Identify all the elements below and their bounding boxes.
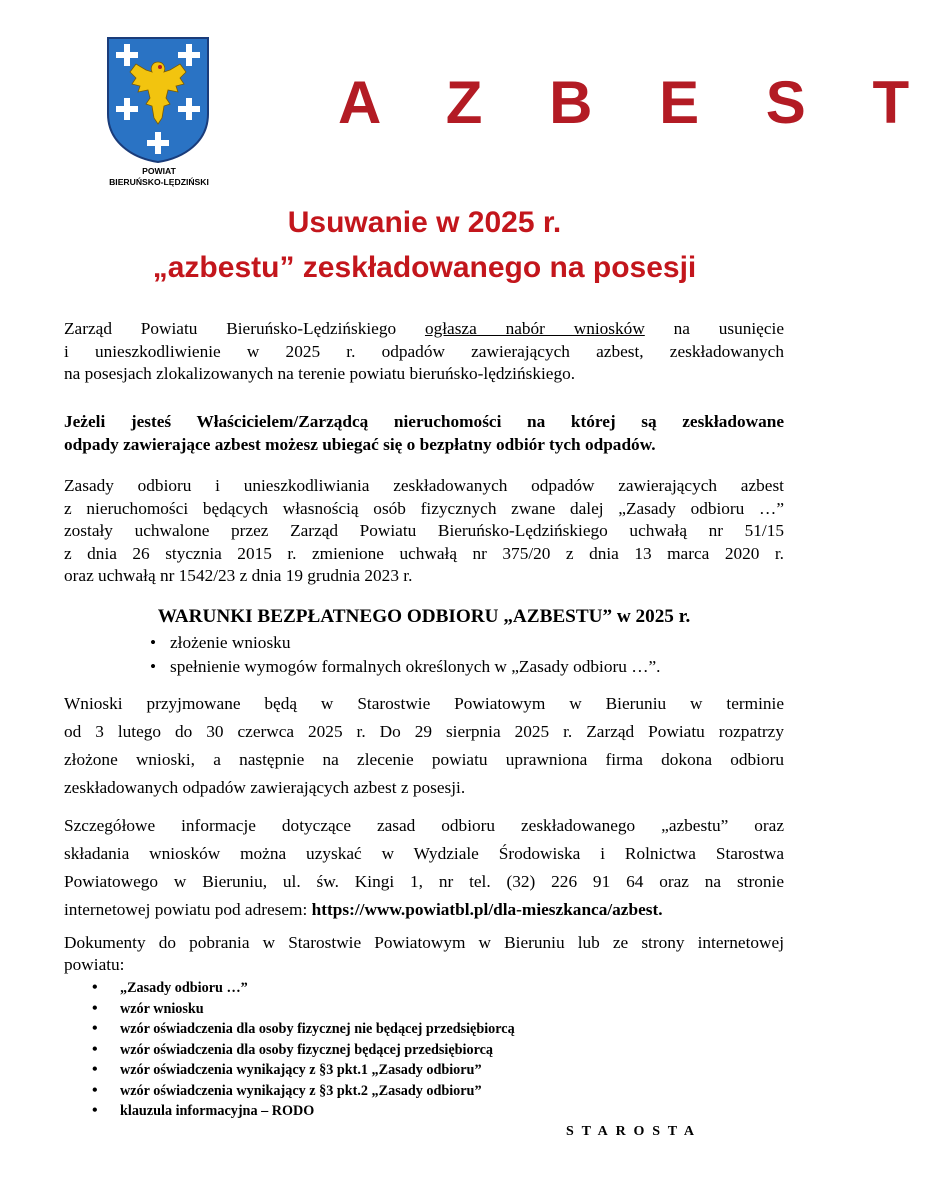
logo-caption-line2: BIERUŃSKO-LĘDZIŃSKI xyxy=(109,177,209,187)
details-paragraph xyxy=(64,812,784,924)
list-item: • wzór oświadczenia dla osoby fizycznej nie będącej przedsiębiorcą xyxy=(92,1019,515,1040)
conditions-list xyxy=(150,631,660,679)
details-line4: internetowej powiatu pod adresem: https://www.powiatbl.pl/dla-mieszkanca/azbest. xyxy=(64,900,663,919)
notice-line2: odpady zawierające azbest możesz ubiegać się o bezpłatny odbiór tych odpadów. xyxy=(64,434,656,454)
notice-line1: Jeżeli jesteś Właścicielem/Zarządcą nieruchomości na której są zeskładowane xyxy=(64,412,784,431)
list-item: • wzór oświadczenia dla osoby fizycznej będącej przedsiębiorcą xyxy=(92,1040,515,1061)
rules-line5: oraz uchwałą nr 1542/23 z dnia 19 grudnia 2023 r. xyxy=(64,566,413,585)
details-line1: Szczegółowe informacje dotyczące zasad odbioru zeskładowanego „azbestu” oraz xyxy=(64,816,784,835)
list-item: • wzór wniosku xyxy=(92,999,515,1020)
rules-line3: zostały uchwalone przez Zarząd Powiatu Bieruńsko-Lędzińskiego uchwałą nr 51/15 xyxy=(64,521,784,540)
list-item: • klauzula informacyjna – RODO xyxy=(92,1101,515,1122)
details-line3: Powiatowego w Bieruniu, ul. św. Kingi 1, nr tel. (32) 226 91 64 oraz na stronie xyxy=(64,872,784,891)
intro-line2: i unieszkodliwienie w 2025 r. odpadów zawierających azbest, zeskładowanych xyxy=(64,341,784,361)
website-link[interactable]: https://www.powiatbl.pl/dla-mieszkanca/azbest xyxy=(311,900,659,919)
coat-of-arms-logo xyxy=(92,36,226,188)
applications-line1: Wnioski przyjmowane będą w Starostwie Powiatowym w Bieruniu w terminie xyxy=(64,694,784,713)
list-item: • spełnienie wymogów formalnych określonych w „Zasady odbioru …”. xyxy=(150,655,660,679)
intro-line1: Zarząd Powiatu Bieruńsko-Lędzińskiego ogłasza nabór wniosków na usunięcie xyxy=(64,319,784,338)
rules-line1: Zasady odbioru i unieszkodliwiania zeskładowanych odpadów zawierających azbest xyxy=(64,476,784,495)
conditions-heading: WARUNKI BEZPŁATNEGO ODBIORU „AZBESTU” w 2025 r. xyxy=(157,606,691,627)
subtitle-line1: Usuwanie w 2025 r. xyxy=(287,206,562,239)
rules-paragraph xyxy=(64,475,784,588)
rules-line4: z dnia 26 stycznia 2015 r. zmienione uchwałą nr 375/20 z dnia 13 marca 2020 r. xyxy=(64,543,784,563)
announcement-underlined: ogłasza nabór wniosków xyxy=(424,319,645,338)
logo-caption-line1: POWIAT xyxy=(142,166,176,176)
documents-list xyxy=(92,978,515,1122)
list-item: • „Zasady odbioru …” xyxy=(92,978,515,999)
documents-intro-line2: powiatu: xyxy=(64,955,125,974)
applications-line4: zeskładowanych odpadów zawierających azbest z posesji. xyxy=(64,778,466,797)
details-line2: składania wniosków można uzyskać w Wydziale Środowiska i Rolnictwa Starostwa xyxy=(64,844,784,863)
shield-eagle-crosses-icon xyxy=(106,36,210,164)
bold-notice xyxy=(64,411,784,456)
applications-line2: od 3 lutego do 30 czerwca 2025 r. Do 29 sierpnia 2025 r. Zarząd Powiatu rozpatrzy xyxy=(64,722,784,741)
signature: STAROSTA xyxy=(566,1124,702,1139)
rules-line2: z nieruchomości będących własnością osób fizycznych zwane dalej „Zasady odbioru …” xyxy=(64,498,784,518)
documents-intro xyxy=(64,932,784,976)
list-item: • wzór oświadczenia wynikający z §3 pkt.2 „Zasady odbioru” xyxy=(92,1081,515,1102)
page-title: A Z B E S T xyxy=(338,69,934,136)
list-item: • złożenie wniosku xyxy=(150,631,660,655)
intro-line3: na posesjach zlokalizowanych na terenie powiatu bieruńsko-lędzińskiego. xyxy=(64,364,576,383)
applications-paragraph xyxy=(64,690,784,802)
applications-line3: złożone wnioski, a następnie na zlecenie powiatu uprawniona firma dokona odbioru xyxy=(64,750,784,769)
intro-paragraph xyxy=(64,318,784,386)
subtitle-line2: „azbestu” zeskładowanego na posesji xyxy=(152,251,697,284)
list-item: • wzór oświadczenia wynikający z §3 pkt.1 „Zasady odbioru” xyxy=(92,1060,515,1081)
documents-intro-line1: Dokumenty do pobrania w Starostwie Powiatowym w Bieruniu lub ze strony internetowej xyxy=(64,933,784,952)
